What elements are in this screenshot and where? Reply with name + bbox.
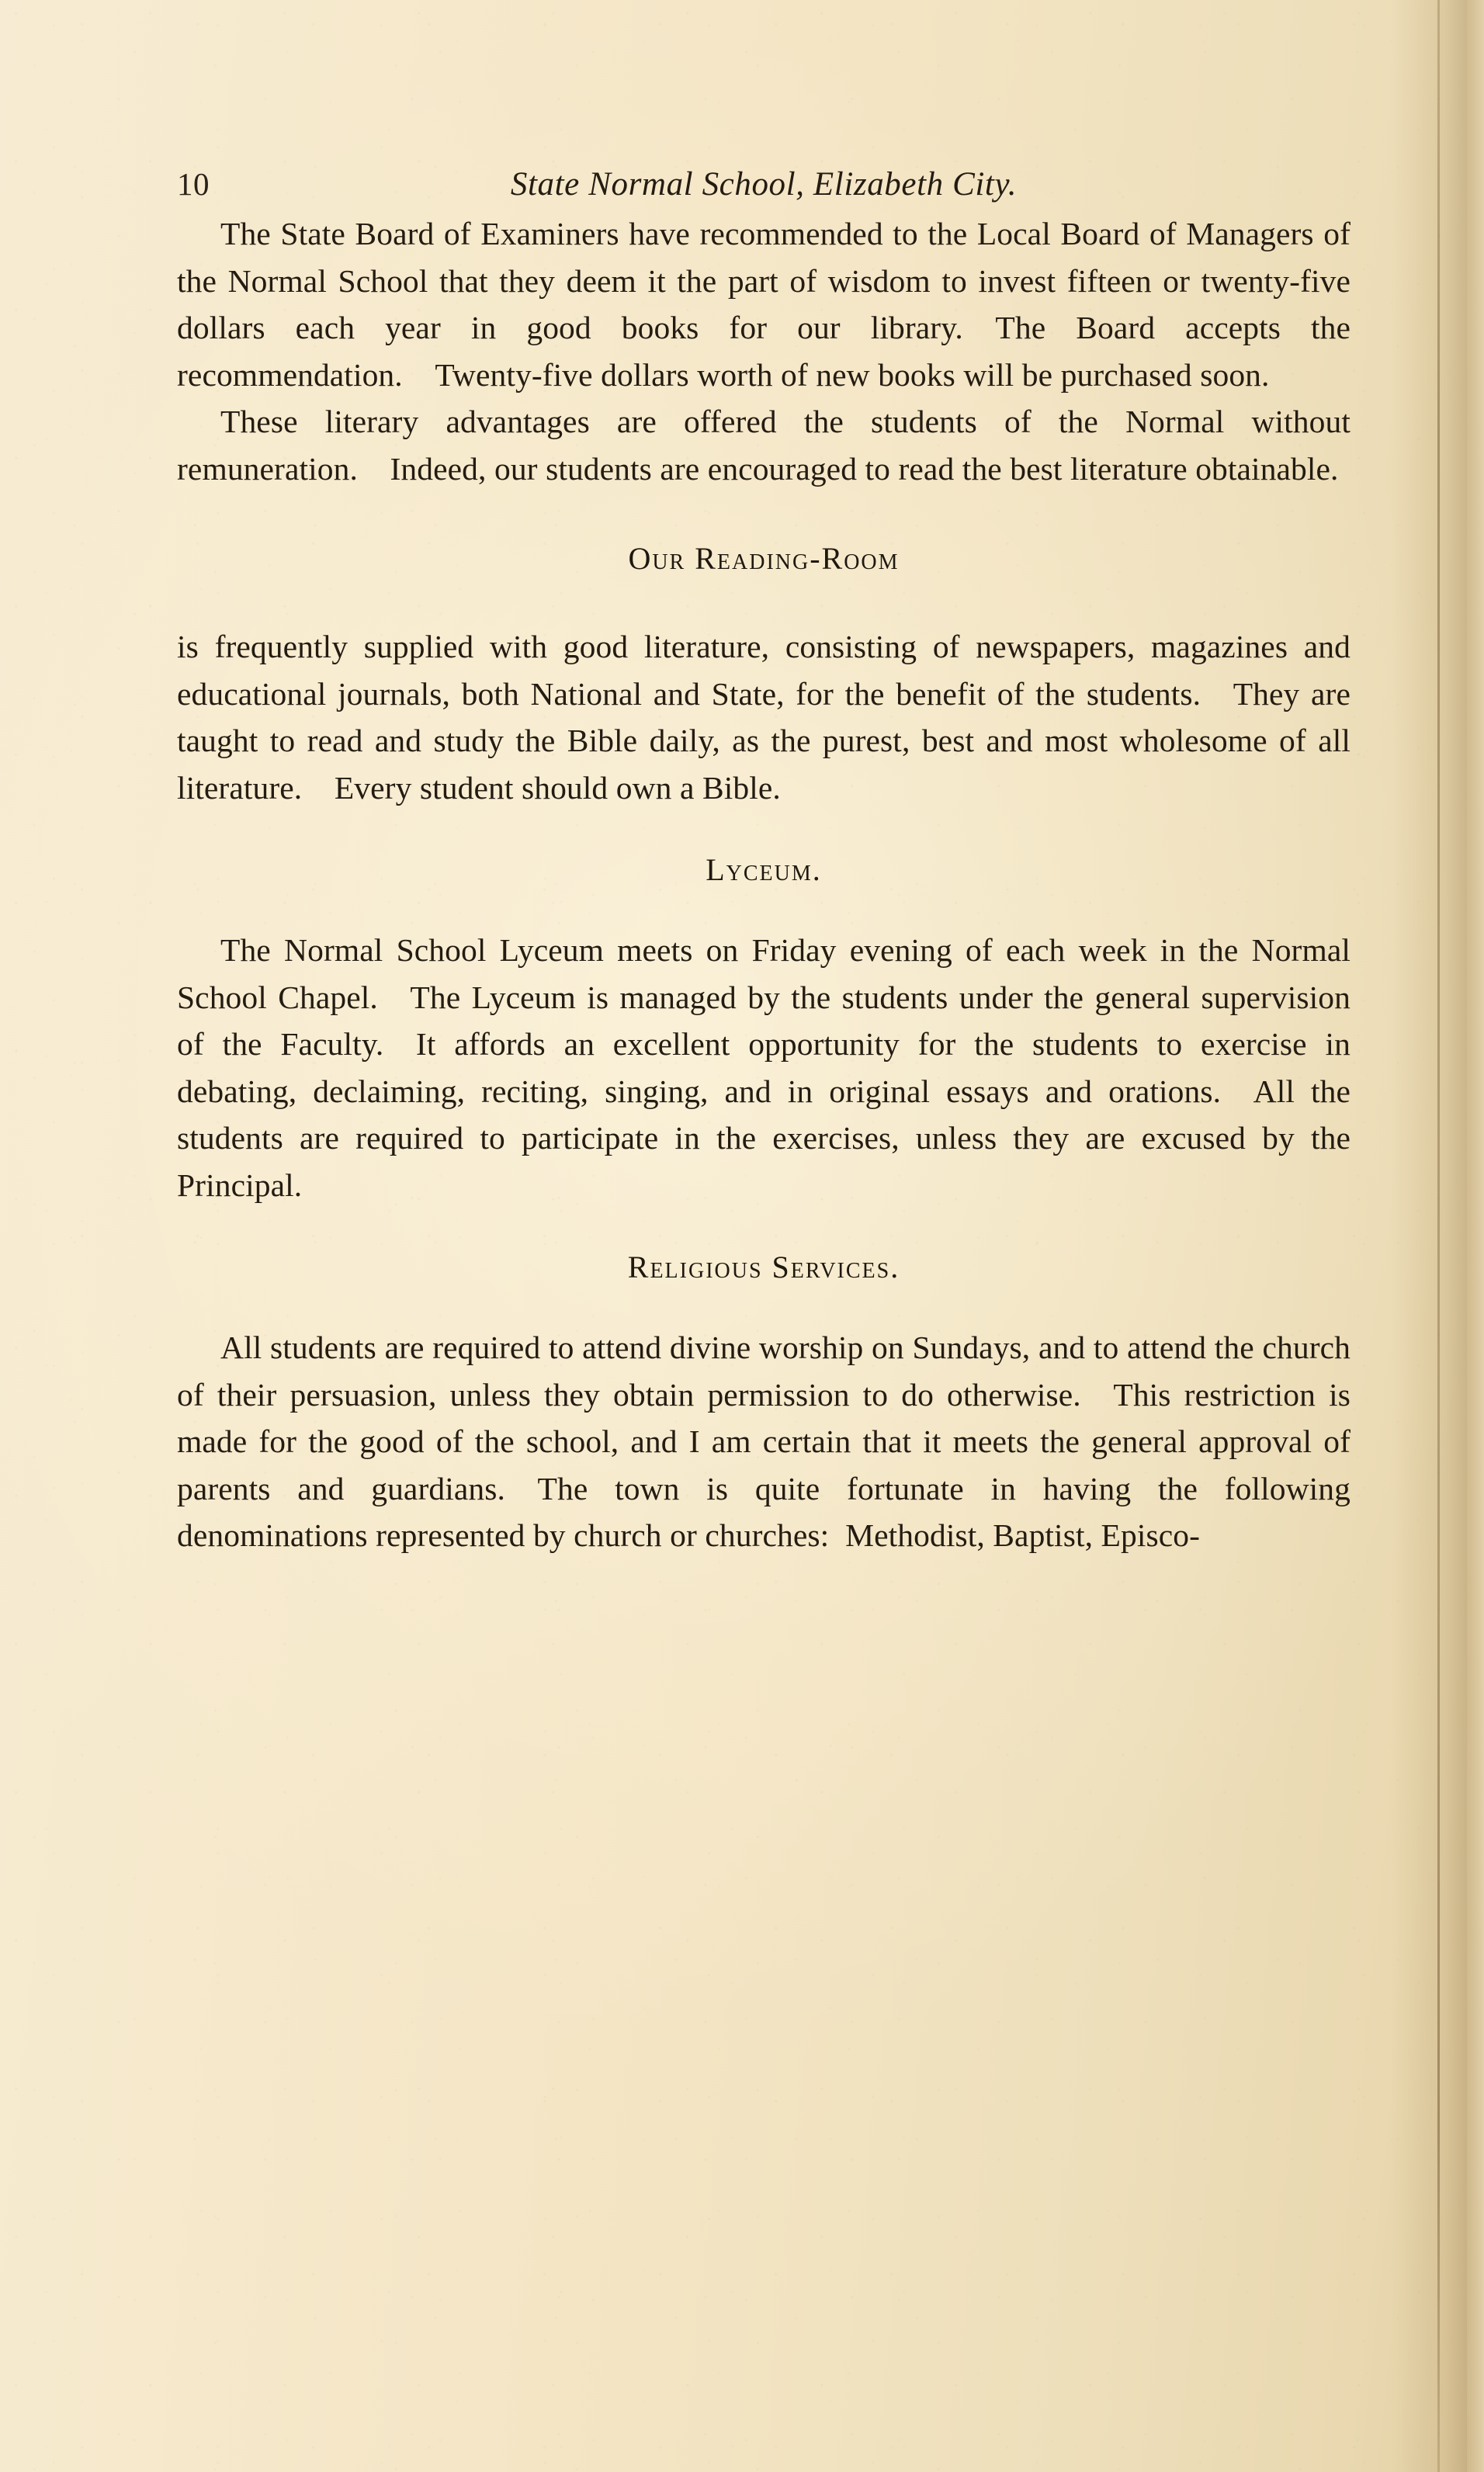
paragraph-reading-room: is frequently supplied with good literature, consisting of newspapers, magazines and educational journals, both National and State, for the benefit of the students. They are taught to read and study the Bible daily, as the purest, best and most wholesome of all literature. Every student should own a Bible. bbox=[177, 629, 1351, 806]
section-heading-religious-services: Religious Services. bbox=[627, 1250, 900, 1285]
spacer bbox=[177, 1285, 1351, 1324]
page-text-block bbox=[177, 0, 1351, 1559]
section-heading-lyceum: Lyceum. bbox=[706, 852, 822, 887]
page-gutter-rule bbox=[1437, 0, 1440, 2472]
page-edge-shadow bbox=[1391, 0, 1484, 2472]
spacer bbox=[177, 492, 1351, 540]
section-heading-reading-room: Our Reading-Room bbox=[628, 541, 900, 576]
paragraph-religious-services: All students are required to attend divine worship on Sundays, and to attend the church of their persuasion, unless they obtain permission to do otherwise. This restriction is made for the good of the school, and I am certain that it meets the general approval of parents and guardians. The town is quite fortunate in having the following denominations represented by church or churches: Methodist, Baptist, Episco- bbox=[177, 1330, 1351, 1553]
spacer bbox=[177, 888, 1351, 927]
page-outer-trim bbox=[1467, 0, 1484, 2472]
paragraph-literary-advantages: These literary advantages are offered the students of the Normal without remuneration. Indeed, our students are encouraged to read the best literature obtainable. bbox=[177, 404, 1351, 487]
paragraph-board-of-examiners: The State Board of Examiners have recommended to the Local Board of Managers of the Normal School that they deem it the part of wisdom to invest fifteen or twenty-five dollars each year in good books for our library. The Board accepts the recommendation. Twenty-five dollars worth of new books will be purchased soon. bbox=[177, 216, 1351, 393]
spacer bbox=[177, 1208, 1351, 1249]
running-head bbox=[177, 165, 1351, 210]
page-number: 10 bbox=[177, 166, 210, 202]
spacer bbox=[177, 577, 1351, 623]
spacer bbox=[177, 811, 1351, 851]
paragraph-lyceum: The Normal School Lyceum meets on Friday evening of each week in the Normal School Chapel. The Lyceum is managed by the students under the general supervision of the Faculty. It affords an excellent opportunity for the students to exercise in debating, declaiming, reciting, singing, and in original essays and orations. All the students are required to participate in the exercises, unless they are excused by the Principal. bbox=[177, 932, 1351, 1203]
running-title: State Normal School, Elizabeth City. bbox=[510, 166, 1018, 203]
